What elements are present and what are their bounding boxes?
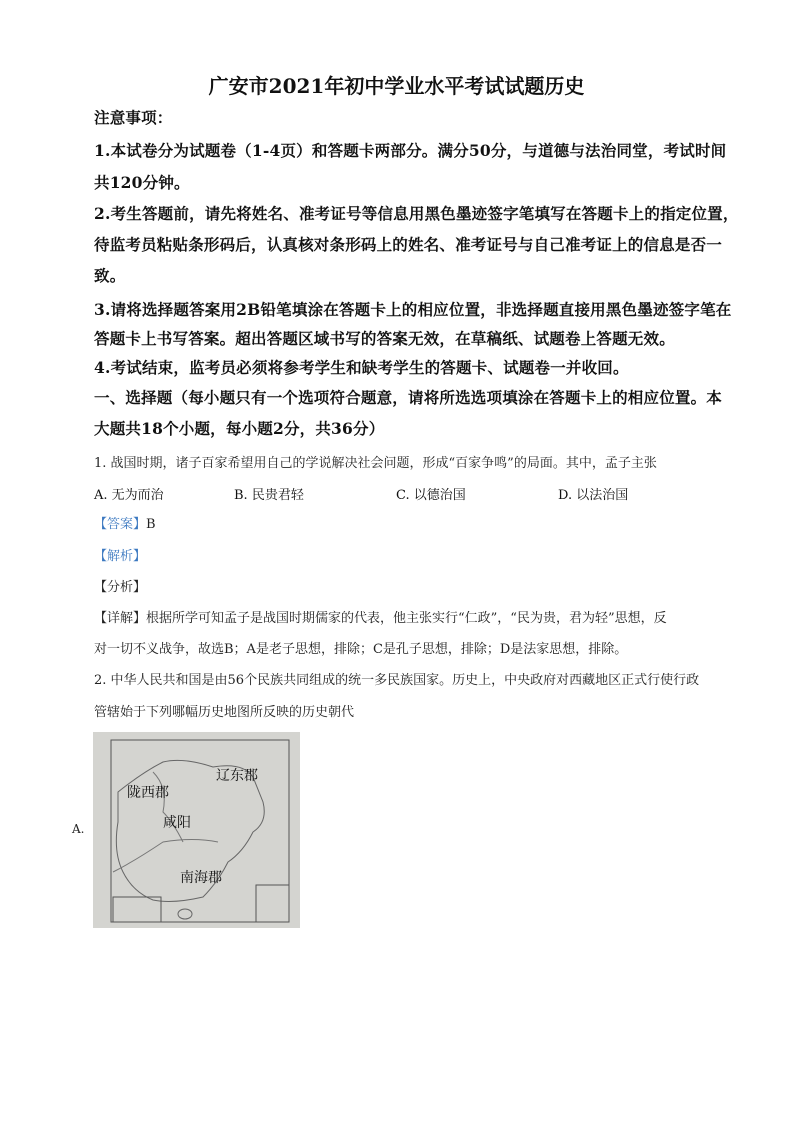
option-c: C. 以德治国 bbox=[396, 488, 466, 503]
map-label: 咸阳 bbox=[163, 815, 191, 831]
notice-line: 2.考生答题前，请先将姓名、准考证号等信息用黑色墨迹签字笔填写在答题卡上的指定位置， bbox=[94, 204, 739, 223]
question-2-stem: 管辖始于下列哪幅历史地图所反映的历史朝代 bbox=[94, 705, 355, 720]
fenxi-label: 【分析】 bbox=[94, 580, 147, 595]
map-label: 陇西郡 bbox=[127, 785, 169, 801]
option-b: B. 民贵君轻 bbox=[234, 488, 304, 503]
notice-line: 致。 bbox=[94, 266, 126, 285]
notice-line: 待监考员粘贴条形码后，认真核对条形码上的姓名、准考证号与自己准考证上的信息是否一 bbox=[94, 235, 723, 254]
analysis-label: 【解析】 bbox=[94, 549, 147, 564]
section-heading: 一、选择题（每小题只有一个选项符合题意，请将所选选项填涂在答题卡上的相应位置。本 bbox=[94, 388, 723, 407]
answer-value: B bbox=[146, 517, 156, 532]
detail-line: 对一切不义战争，故选B；A是老子思想，排除；C是孔子思想，排除；D是法家思想，排除。 bbox=[94, 642, 628, 657]
answer-line bbox=[94, 513, 156, 532]
notice-line: 4.考试结束，监考员必须将参考学生和缺考学生的答题卡、试题卷一并收回。 bbox=[94, 358, 629, 377]
section-heading: 大题共18个小题，每小题2分，共36分） bbox=[94, 419, 385, 438]
map-label: 辽东郡 bbox=[216, 768, 258, 784]
option-a-label: A. bbox=[72, 822, 85, 836]
notice-line: 共120分钟。 bbox=[94, 173, 190, 192]
notice-line: 1.本试卷分为试题卷（1-4页）和答题卡两部分。满分50分，与道德与法治同堂，考试时间 bbox=[94, 141, 727, 160]
answer-label: 【答案】 bbox=[94, 517, 147, 532]
map-label: 南海郡 bbox=[180, 870, 222, 886]
notice-heading: 注意事项： bbox=[94, 108, 173, 127]
detail-line: 【详解】根据所学可知孟子是战国时期儒家的代表，他主张实行“仁政”，“民为贵，君为轻”思想，反 bbox=[94, 611, 667, 626]
historical-map-image bbox=[93, 732, 300, 928]
option-d: D. 以法治国 bbox=[558, 488, 629, 503]
map-outline bbox=[93, 732, 300, 928]
notice-line: 答题卡上书写答案。超出答题区域书写的答案无效，在草稿纸、试题卷上答题无效。 bbox=[94, 329, 675, 348]
notice-line: 3.请将选择题答案用2B铅笔填涂在答题卡上的相应位置，非选择题直接用黑色墨迹签字笔在 bbox=[94, 300, 732, 319]
option-a: A. 无为而治 bbox=[94, 488, 164, 503]
question-1-stem: 1. 战国时期，诸子百家希望用自己的学说解决社会问题，形成“百家争鸣”的局面。其中，孟子主张 bbox=[94, 456, 657, 471]
question-2-stem: 2. 中华人民共和国是由56个民族共同组成的统一多民族国家。历史上，中央政府对西藏地区正式行使行政 bbox=[94, 673, 700, 688]
page-title: 广安市2021年初中学业水平考试试题历史 bbox=[208, 74, 585, 98]
